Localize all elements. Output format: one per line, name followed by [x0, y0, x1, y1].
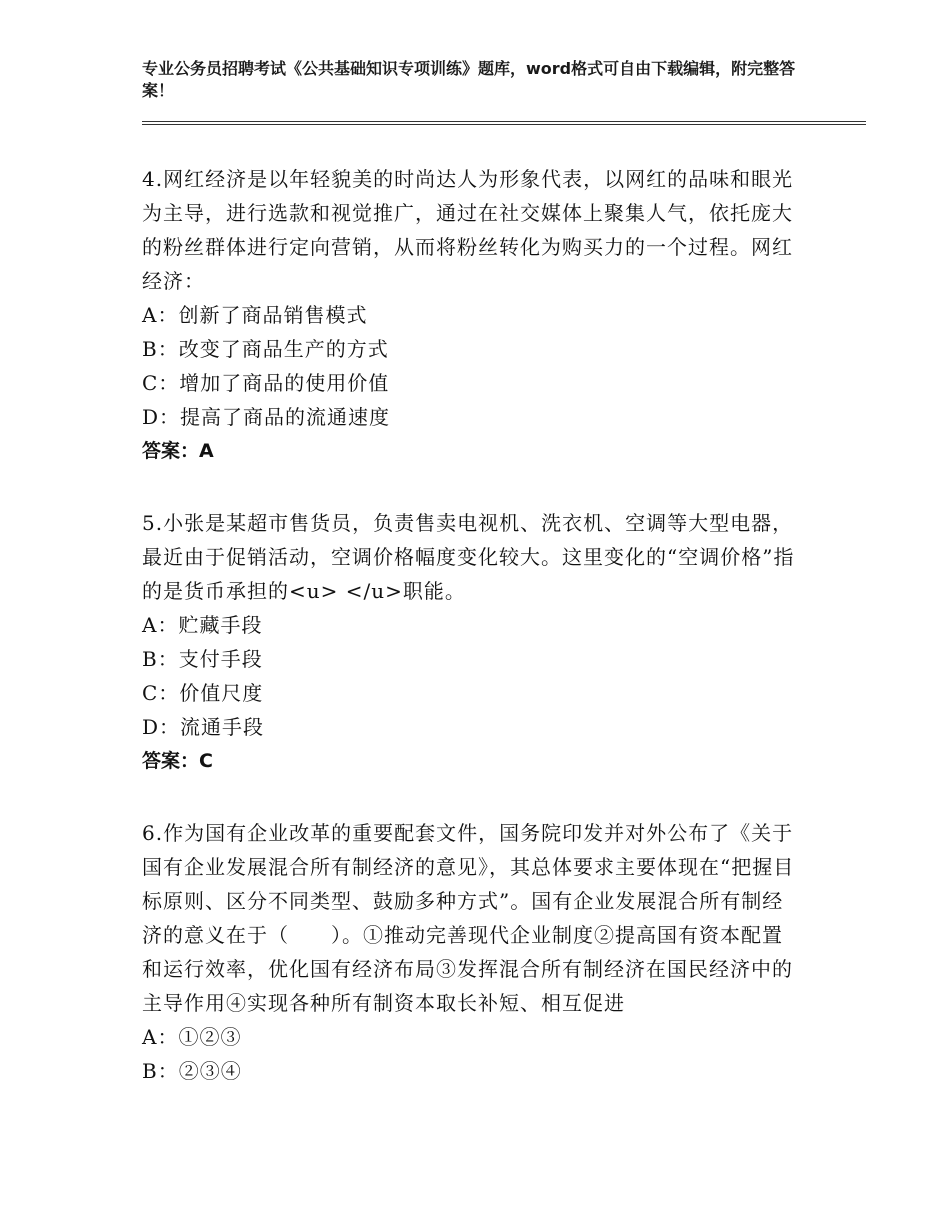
question-stem: 4.网红经济是以年轻貌美的时尚达人为形象代表，以网红的品味和眼光为主导，进行选款和视觉推广，通过在社交媒体上聚集人气，依托庞大的粉丝群体进行定向营销，从而将粉丝转化为购买力的一个过程。网红经济：	[142, 167, 794, 293]
header-rule-bottom	[142, 124, 866, 125]
question-4	[142, 162, 802, 468]
document-header: 专业公务员招聘考试《公共基础知识专项训练》题库，word格式可自由下载编辑，附完整答案！	[142, 59, 796, 100]
option-a: A：①②③	[142, 1025, 242, 1049]
option-a: A：贮藏手段	[142, 613, 263, 637]
question-5	[142, 506, 802, 778]
option-a: A：创新了商品销售模式	[142, 303, 368, 327]
option-b: B：②③④	[142, 1059, 242, 1083]
option-d: D：流通手段	[142, 715, 265, 739]
header-rule-top	[142, 121, 866, 122]
question-stem: 5.小张是某超市售货员，负责售卖电视机、洗衣机、空调等大型电器，最近由于促销活动，空调价格幅度变化较大。这里变化的“空调价格”指的是货币承担的<u> </u>职能。	[142, 511, 795, 603]
question-stem: 6.作为国有企业改革的重要配套文件，国务院印发并对外公布了《关于国有企业发展混合所有制经济的意见》，其总体要求主要体现在“把握目标原则、区分不同类型、鼓励多种方式”。国有企业发展混合所有制经济的意义在于（ ）。①推动完善现代企业制度②提高国有资本配置和运行效率，优化国有经济布局③发挥混合所有制经济在国民经济中的主导作用④实现各种所有制资本取长补短、相互促进	[142, 821, 795, 1015]
question-6	[142, 816, 802, 1088]
question-list	[142, 162, 802, 1126]
option-b: B：改变了商品生产的方式	[142, 337, 389, 361]
answer-label: 答案：C	[142, 750, 213, 772]
option-c: C：价值尺度	[142, 681, 264, 705]
option-b: B：支付手段	[142, 647, 263, 671]
answer-label: 答案：A	[142, 440, 214, 462]
option-c: C：增加了商品的使用价值	[142, 371, 390, 395]
option-d: D：提高了商品的流通速度	[142, 405, 391, 429]
